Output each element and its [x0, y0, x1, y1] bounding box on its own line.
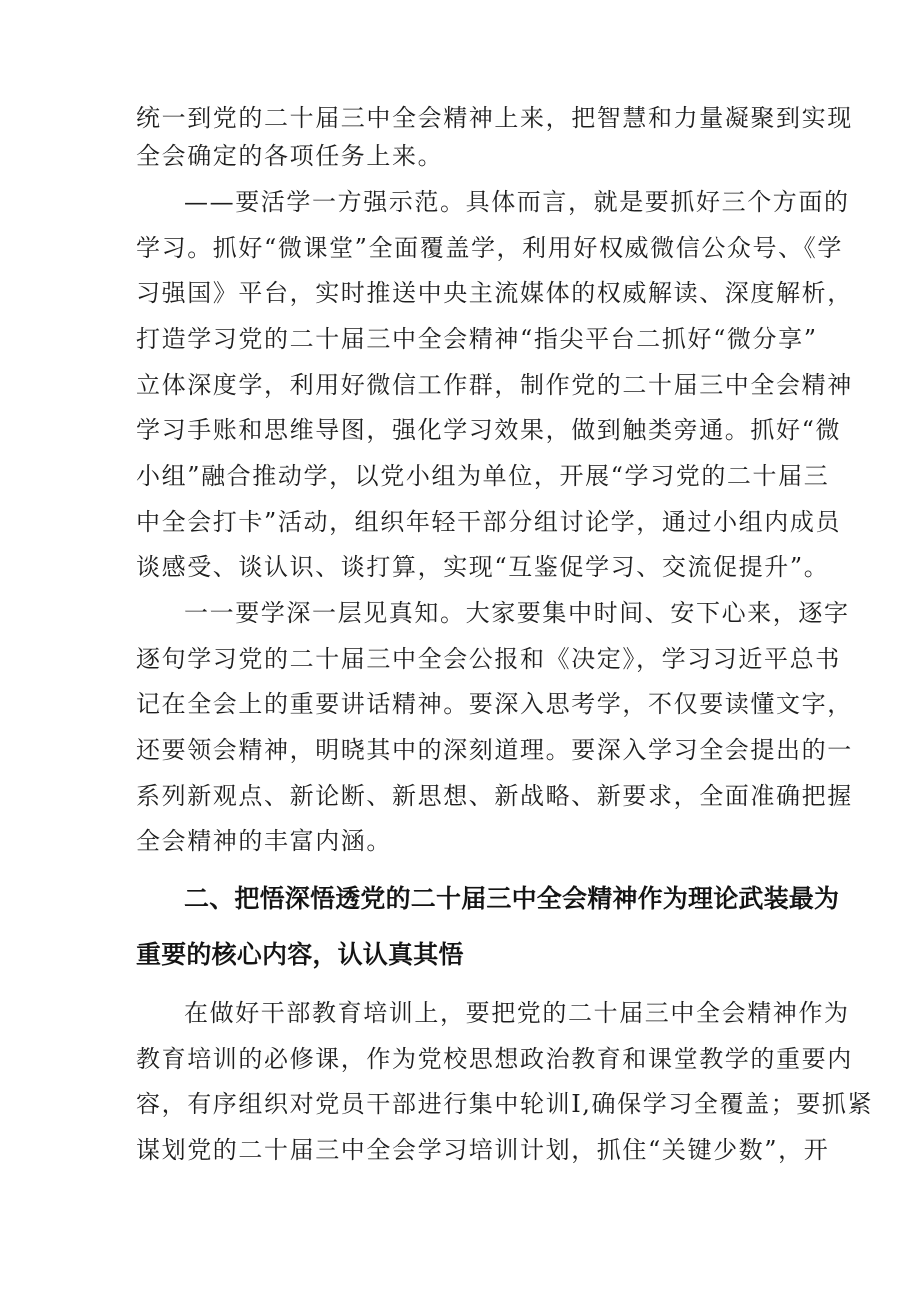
text-line: 系列新观点、新论断、新思想、新战略、新要求，全面准确把握 [136, 782, 853, 810]
text-line: 记在全会上的重要讲话精神。要深入思考学，不仅要读懂文字， [136, 690, 853, 718]
heading-line: 重要的核心内容，认认真其悟 [136, 940, 464, 969]
text-line: 谈感受、谈认识、谈打算，实现“互鉴促学习、交流促提升”。 [136, 553, 830, 581]
text-line: 谋划党的二十届三中全会学习培训计划，抓住“关键少数”，开 [136, 1136, 830, 1164]
text-line: 全会确定的各项任务上来。 [136, 142, 444, 170]
text-line: 学习手账和思维导图，强化学习效果，做到触类旁通。抓好“微 [136, 416, 842, 444]
text-line: 中全会打卡”活动，组织年轻干部分组讨论学，通过小组内成员 [136, 508, 842, 536]
text-line: ——要活学一方强示范。具体而言，就是要抓好三个方面的 [184, 188, 850, 216]
text-line: 容，有序组织对党员干部进行集中轮训I,确保学习全覆盖；要抓紧 [136, 1090, 874, 1118]
text-line: 全会精神的丰富内涵。 [136, 827, 392, 855]
text-line: 统一到党的二十届三中全会精神上来，把智慧和力量凝聚到实现 [136, 104, 853, 132]
text-line: 还要领会精神，明晓其中的深刻道理。要深入学习全会提出的一 [136, 736, 853, 764]
text-line: 立体深度学，利用好微信工作群，制作党的二十届三中全会精神 [136, 371, 853, 399]
text-line: 一一要学深一层见真知。大家要集中时间、安下心来，逐字 [184, 599, 850, 627]
text-line: 教育培训的必修课，作为党校思想政治教育和课堂教学的重要内 [136, 1045, 853, 1073]
text-line: 打造学习党的二十届三中全会精神“指尖平台二抓好“微分享” [136, 325, 818, 353]
text-line: 小组”融合推动学，以党小组为单位，开展“学习党的二十届三 [136, 462, 830, 490]
heading-line: 二、把悟深悟透党的二十届三中全会精神作为理论武装最为 [184, 884, 840, 913]
text-line: 逐句学习党的二十届三中全会公报和《决定》，学习习近平总书 [136, 645, 841, 673]
text-line: 学习。抓好“微课堂”全面覆盖学，利用好权威微信公众号、《学 [136, 234, 843, 262]
text-line: 在做好干部教育培训上，要把党的二十届三中全会精神作为 [184, 999, 850, 1027]
text-line: 习强国》平台，实时推送中央主流媒体的权威解读、深度解析， [136, 279, 853, 307]
